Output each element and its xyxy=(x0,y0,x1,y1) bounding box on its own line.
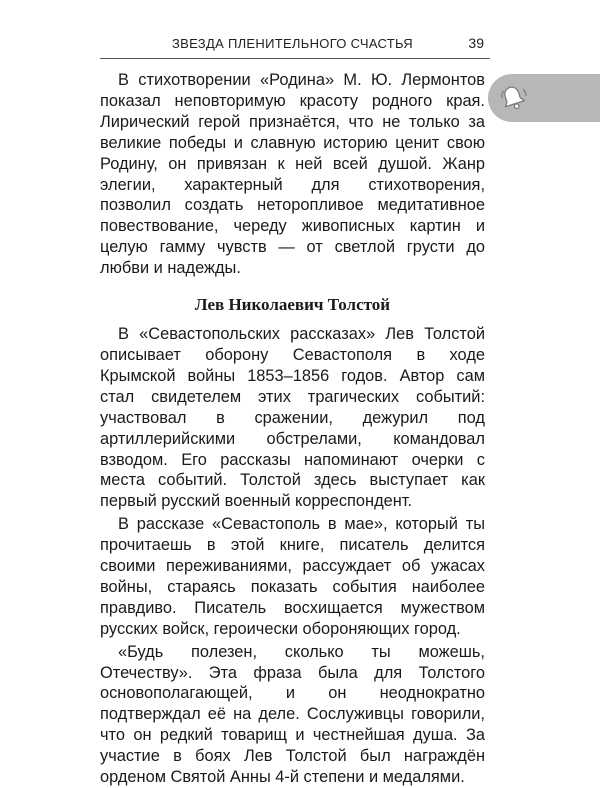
page-content xyxy=(100,70,485,788)
page-header xyxy=(100,32,490,59)
paragraph-fatherland: «Будь полезен, сколько ты можешь, Отечеству». Эта фраза была для Толстого основополагающей, и он неоднократно подтверждал её на деле. Сослуживцы говорили, что он редкий товарищ и честнейшая душа. За участие в боях Лев Толстой был награждён орденом Святой Анны 4-й степени и медалями. xyxy=(100,642,485,787)
intro-paragraph: В стихотворении «Родина» М. Ю. Лермонтов показал неповторимую красоту родного края. Лирический герой признаётся, что не только за великие победы и славную историю ценит свою Родину, он привязан к ней всей душой. Жанр элегии, характерный для стихотворения, позволил создать неторопливое медитативное повествование, череду живописных картин и целую гамму чувств — от светлой грусти до любви и надежды. xyxy=(100,71,485,278)
section-heading: Лев Николаевич Толстой xyxy=(194,295,391,315)
page-number: 39 xyxy=(468,35,484,51)
running-title: ЗВЕЗДА ПЛЕНИТЕЛЬНОГО СЧАСТЬЯ xyxy=(172,36,413,51)
paragraph-sevastopol-stories: В «Севастопольских рассказах» Лев Толстой описывает оборону Севастополя в ходе Крымской войны 1853–1856 годов. Автор сам стал свидетелем этих трагических событий: участвовал в сражении, дежурил под артиллерийскими обстрелами, командовал взводом. Его рассказы напоминают очерки с места событий. Толстой здесь выступает как первый русский военный корреспондент. xyxy=(100,325,485,511)
paragraph-sevastopol-in-may: В рассказе «Севастополь в мае», который ты прочитаешь в этой книге, писатель делится своими переживаниями, рассуждает об ужасах войны, стараясь показать события наиболее правдиво. Писатель восхищается мужеством русских войск, героически обороняющих город. xyxy=(100,515,485,638)
bell-icon xyxy=(498,83,528,113)
section-tab xyxy=(488,74,600,122)
